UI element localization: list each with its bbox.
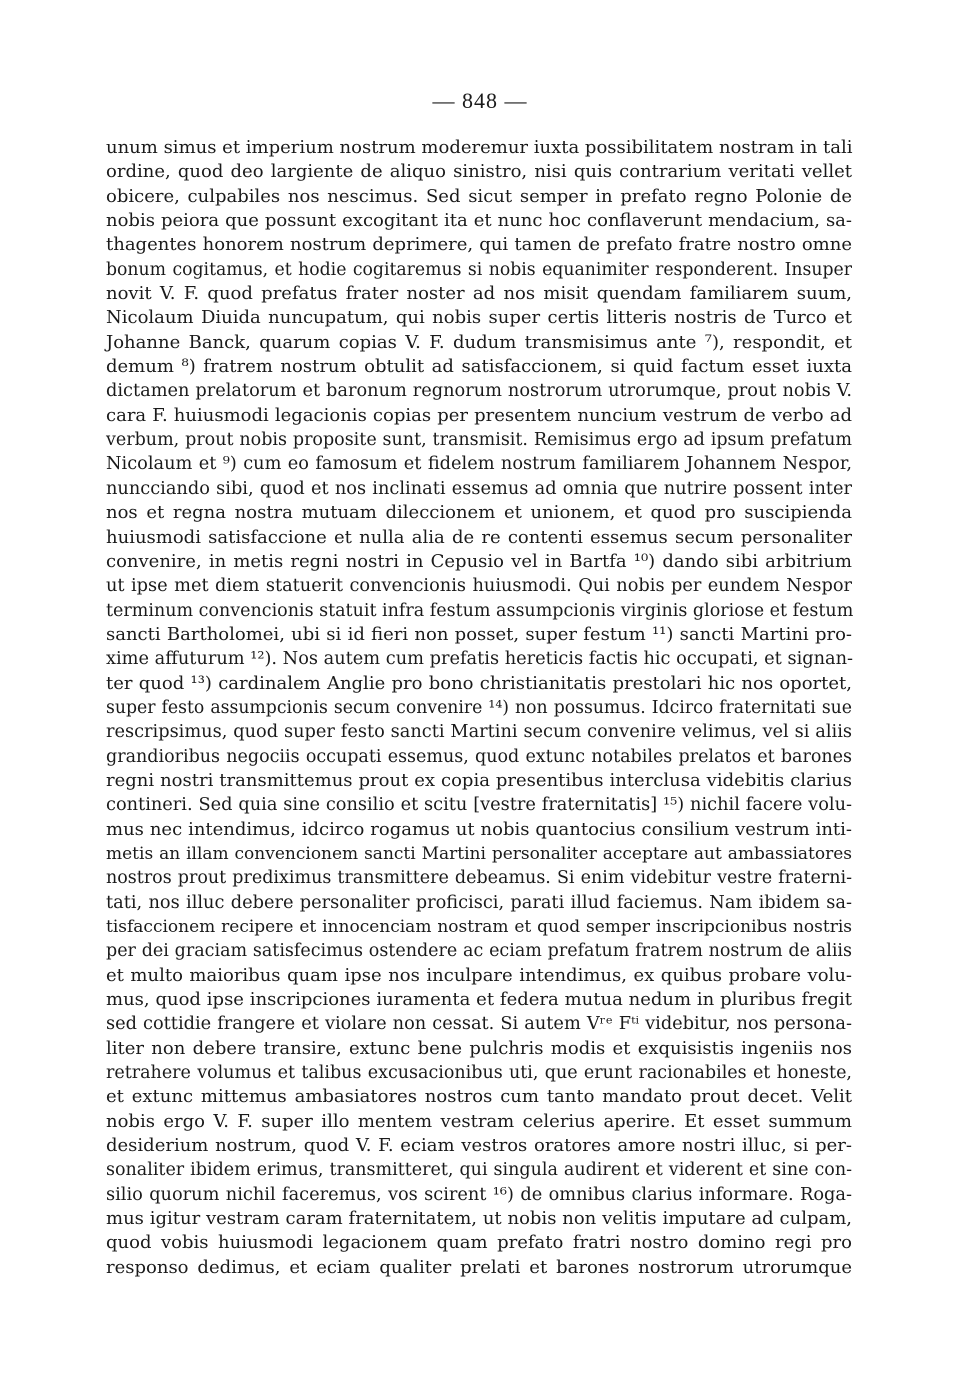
text-line: mus igitur vestram caram fraternitatem, ut nobis non velitis imputare ad culpam, [106, 1208, 852, 1230]
text-line: unum simus et imperium nostrum moderemur iuxta possibilitatem nostram in tali [106, 137, 853, 158]
text-line: xime affuturum ¹²). Nos autem cum prefatis hereticis factis hic occupati, et signan- [106, 649, 854, 670]
text-line: convenire, in metis regni nostri in Cepusio vel in Bartfa ¹⁰) dando sibi arbitrium [106, 550, 852, 572]
text-line: desiderium nostrum, quod V. F. eciam vestros oratores amore nostri illuc, si per- [106, 1135, 852, 1157]
text-line: obicere, culpabiles nos nescimus. Sed sicut semper in prefato regno Polonie de [106, 185, 852, 207]
text-line: sed cottidie frangere et violare non cessat. Si autem Vʳᵉ Fᵗⁱ videbitur, nos persona- [106, 1014, 852, 1035]
text-line: Johanne Banck, quarum copias V. F. dudum transmisimus ante ⁷), respondit, et [106, 331, 852, 353]
text-line: et multo maioribus quam ipse nos inculpare intendimus, ex quibus probare volu- [106, 964, 852, 986]
text-line: per dei graciam satisfecimus ostendere ac eciam prefatum fratrem nostrum de aliis [106, 941, 852, 962]
text-line: sonaliter ibidem erimus, transmitteret, qui singula audirent et viderent et sine con- [106, 1160, 852, 1181]
text-line: retrahere volumus et talibus excusacionibus uti, que erunt racionabiles et honeste, [106, 1063, 852, 1084]
text-line: Nicolaum et ⁹) cum eo famosum et fidelem nostrum familiarem Johannem Nespor, [106, 454, 852, 475]
text-line: regni nostri transmittemus prout ex copia presentibus interclusa videbitis clarius [106, 769, 852, 791]
text-line: nos et regna nostra mutuam dileccionem et unionem, et quod pro suscipienda [106, 502, 852, 524]
text-line: metis an illam convencionem sancti Martini personaliter acceptare aut ambassiatores [106, 843, 852, 864]
text-line: ter quod ¹³) cardinalem Anglie pro bono christianitatis prestolari hic nos oportet, [106, 672, 852, 694]
text-line: ordine, quod deo largiente de aliquo sinistro, nisi quis contrarium veritati vellet [106, 161, 852, 183]
text-line: liter non debere transire, extunc bene pulchris modis et exquisistis ingeniis nos [106, 1037, 852, 1059]
text-line [106, 1280, 852, 1304]
text-line: novit V. F. quod prefatus frater noster ad nos misit quendam familiarem suum, [106, 283, 852, 305]
text-line: sancti Bartholomei, ubi si id fieri non posset, super festum ¹¹) sancti Martini pro- [106, 623, 852, 645]
text-line: verbum, prout nobis proposite sunt, transmisit. Remisimus ergo ad ipsum prefatum [106, 430, 852, 451]
text-line: tisfaccionem recipere et innocenciam nostram et quod semper inscripcionibus nostris [106, 917, 852, 937]
text-line: terminum convencionis statuit infra festum assumpcionis virginis gloriose et festum [106, 600, 854, 621]
text-line: mus nec intendimus, idcirco rogamus ut nobis quantocius consilium vestrum inti- [106, 818, 852, 840]
text-line: nobis peiora que possunt excogitant ita et nunc hoc conflaverunt mendacium, sa- [106, 210, 852, 232]
text-line: contineri. Sed quia sine consilio et scitu [vestre fraternitatis] ¹⁵) nichil facere volu- [106, 795, 852, 816]
text-line: huiusmodi satisfaccione et nulla alia de re contenti essemus secum personaliter [106, 526, 852, 548]
text-line: rescripsimus, quod super festo sancti Martini secum convenire velimus, vel si aliis [106, 722, 852, 743]
text-line: et extunc mittemus ambasiatores nostros cum tanto mandato prout decet. Velit [106, 1086, 852, 1108]
text-line: nostros prout prediximus transmittere debeamus. Si enim videbitur vestre fraterni- [106, 868, 852, 889]
body-text [106, 136, 852, 1305]
text-line: bonum cogitamus, et hodie cogitaremus si nobis equanimiter responderent. Insuper [106, 259, 852, 280]
text-line: grandioribus negociis occupati essemus, quod extunc notabiles prelatos et barones [106, 746, 852, 767]
text-line: super festo assumpcionis secum convenire ¹⁴) non possumus. Idcirco fraternitati sue [106, 697, 852, 718]
text-line: tati, nos illuc debere personaliter proficisci, parati illud faciemus. Nam ibidem sa- [106, 892, 852, 913]
page-number: — 848 — [432, 88, 528, 113]
text-line: thagentes honorem nostrum deprimere, qui tamen de prefato fratre nostro omne [106, 234, 852, 256]
text-line: demum ⁸) fratrem nostrum obtulit ad satisfaccionem, si quid factum esset iuxta [106, 356, 852, 378]
text-line: dictamen prelatorum et baronum regnorum nostrorum utrorumque, prout nobis V. [106, 381, 852, 402]
text-line: nobis ergo V. F. super illo mentem vestram celerius aperire. Et esset summum [106, 1110, 852, 1132]
text-line: nuncciando sibi, quod et nos inclinati essemus ad omnia que nutrire possent inter [106, 478, 852, 499]
text-line: ut ipse met diem statuerit convencionis huiusmodi. Qui nobis per eundem Nespor [106, 576, 852, 597]
text-line: quod vobis huiusmodi legacionem quam prefato fratri nostro domino regi pro [106, 1232, 852, 1254]
text-line: silio quorum nichil faceremus, vos scirent ¹⁶) de omnibus clarius informare. Roga- [106, 1184, 852, 1205]
text-line: Nicolaum Diuida nuncupatum, qui nobis super certis litteris nostris de Turco et [106, 307, 852, 329]
text-line: cara F. huiusmodi legacionis copias per presentem nuncium vestrum de verbo ad [106, 404, 852, 426]
text-line: responso dedimus, et eciam qualiter prelati et barones nostrorum utrorumque [106, 1256, 852, 1278]
text-line: mus, quod ipse inscripciones iuramenta et federa mutua nedum in pluribus fregit [106, 989, 852, 1011]
